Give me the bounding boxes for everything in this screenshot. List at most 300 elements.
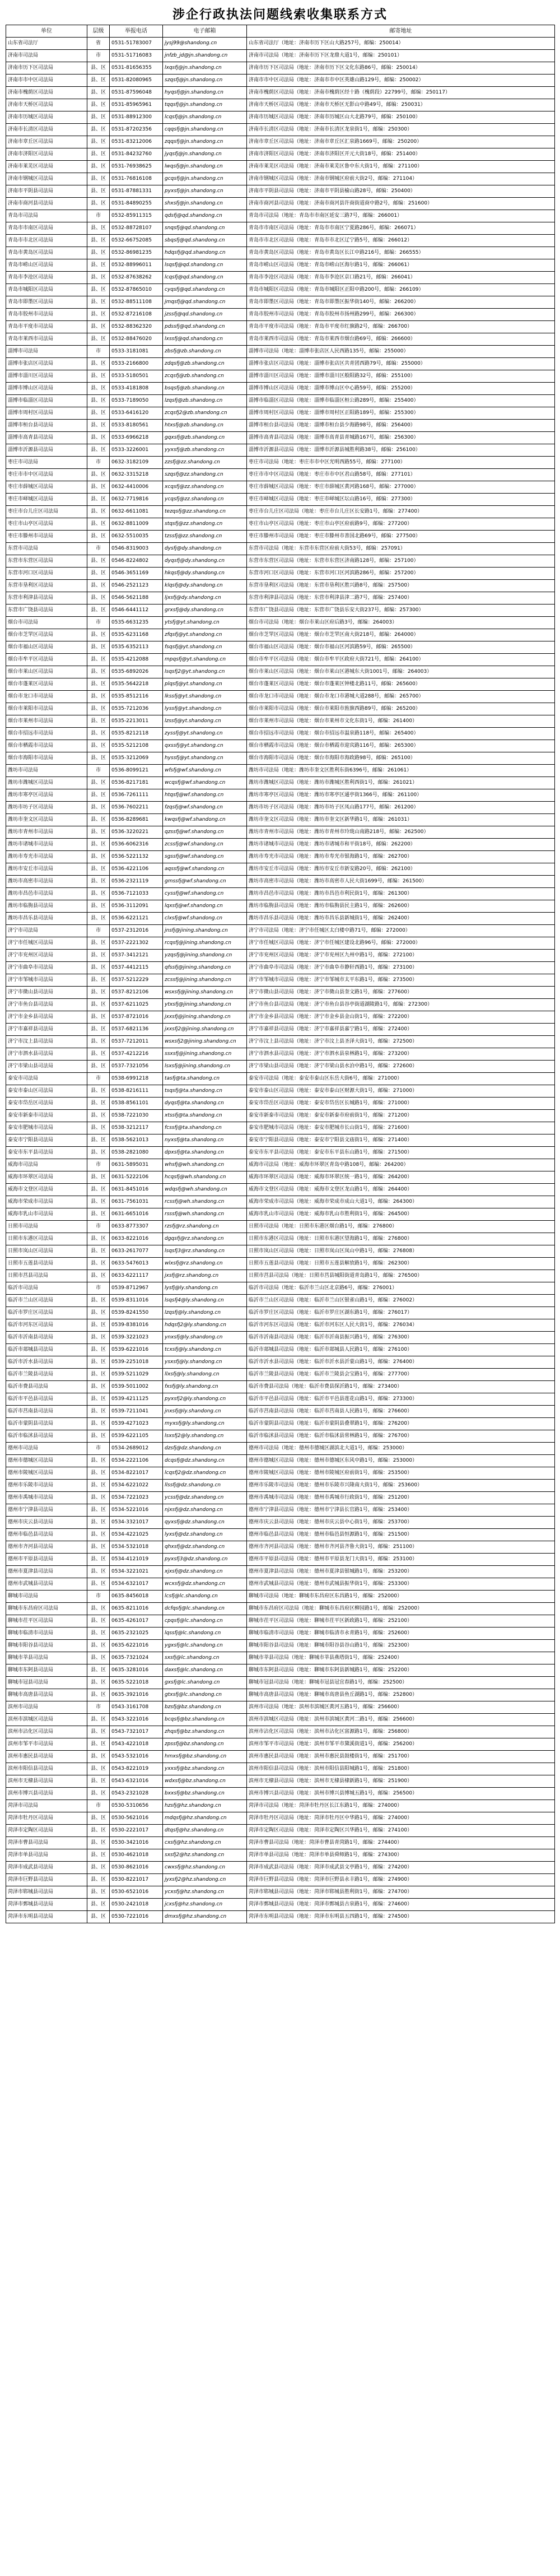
cell-phone: 0543-6321016 [110, 1775, 163, 1788]
cell-phone: 0538-7221030 [110, 1110, 163, 1122]
table-row [6, 383, 555, 395]
cell-level: 市 [87, 346, 110, 358]
cell-unit: 临沂市兰山区司法局 [6, 1295, 87, 1307]
cell-level: 县、区 [87, 309, 110, 321]
cell-address: 潍坊市坊子区司法局（地址：潍坊市坊子区凤山路177号，邮编：261200） [247, 802, 555, 814]
cell-phone: 0632-7719816 [110, 494, 163, 506]
cell-unit: 山东省司法厅 [6, 38, 87, 50]
cell-email: szqsfj@zz.shandong.cn [163, 469, 247, 481]
cell-unit: 德州市司法局 [6, 1443, 87, 1455]
cell-email: bxxsfj@bz.shandong.cn [163, 1788, 247, 1800]
cell-phone: 0546-5621188 [110, 592, 163, 605]
cell-phone: 0531-87596048 [110, 87, 163, 99]
cell-unit: 东营市东营区司法局 [6, 555, 87, 568]
table-row [6, 358, 555, 370]
cell-address: 济南市天桥区司法局（地址：济南市天桥区无影山中路49号，邮编：250031） [247, 99, 555, 111]
cell-level: 县、区 [87, 950, 110, 962]
cell-unit: 淄博市张店区司法局 [6, 358, 87, 370]
cell-phone: 0633-2617077 [110, 1245, 163, 1258]
cell-phone: 0537-4212216 [110, 1048, 163, 1061]
cell-email: kwqsfj@wf.shandong.cn [163, 814, 247, 826]
cell-address: 济南市历下区司法局（地址：济南市历下区文化东路86号，邮编：250014） [247, 62, 555, 75]
cell-unit: 泰安市司法局 [6, 1073, 87, 1085]
cell-address: 枣庄市司法局（地址：枣庄市市中区光明西路55号，邮编：277100） [247, 457, 555, 469]
cell-phone: 0530-3421016 [110, 1837, 163, 1849]
table-row [6, 1652, 555, 1664]
cell-phone: 0532-88476020 [110, 333, 163, 346]
cell-email: lsxsfj@jining.shandong.cn [163, 1061, 247, 1073]
cell-address: 青岛市市北区司法局（地址：青岛市市北区辽宁路5号，邮编：266012） [247, 235, 555, 247]
cell-address: 菏泽市成武县司法局（地址：菏泽市成武县文亭路1号，邮编：274200） [247, 1862, 555, 1874]
cell-email: ynxsfj@ly.shandong.cn [163, 1332, 247, 1344]
cell-address: 济宁市司法局（地址：济宁市任城区太白楼中路71号，邮编：272000） [247, 925, 555, 937]
table-row [6, 1282, 555, 1295]
table-row [6, 1701, 555, 1714]
cell-email: sxsfj@lc.shandong.cn [163, 1652, 247, 1664]
cell-unit: 淄博市沂源县司法局 [6, 444, 87, 457]
cell-level: 市 [87, 457, 110, 469]
cell-unit: 济宁市泗水县司法局 [6, 1048, 87, 1061]
cell-email: fsqsfj@yt.shandong.cn [163, 641, 247, 654]
cell-level: 县、区 [87, 1738, 110, 1751]
table-row [6, 173, 555, 185]
cell-unit: 潍坊市高密市司法局 [6, 876, 87, 888]
cell-unit: 德州市临邑县司法局 [6, 1529, 87, 1541]
table-row [6, 900, 555, 913]
cell-email: zyssfj@yt.shandong.cn [163, 728, 247, 740]
cell-address: 济南市章丘区司法局（地址：济南市章丘区汇泉路1669号，邮编：250200） [247, 136, 555, 148]
cell-level: 县、区 [87, 1837, 110, 1849]
cell-level: 县、区 [87, 1245, 110, 1258]
cell-unit: 东营市垦利区司法局 [6, 580, 87, 592]
cell-level: 县、区 [87, 1763, 110, 1775]
cell-email: snqsfj@qd.shandong.cn [163, 222, 247, 235]
cell-email: jxxsfj2@jining.shandong.cn [163, 1024, 247, 1036]
cell-email: zcqsfj@zb.shandong.cn [163, 370, 247, 383]
cell-address: 潍坊市青州市司法局（地址：潍坊市青州市玲珑山南路218号，邮编：262500） [247, 826, 555, 839]
cell-address: 淄博市淄川区司法局（地址：淄博市淄川区般阳路32号，邮编：255100） [247, 370, 555, 383]
cell-unit: 枣庄市台儿庄区司法局 [6, 506, 87, 518]
cell-email: rsssfj@wh.shandong.cn [163, 1208, 247, 1221]
cell-address: 威海市环翠区司法局（地址：威海市环翠区统一路1号，邮编：264200） [247, 1171, 555, 1184]
table-row [6, 1036, 555, 1048]
cell-level: 县、区 [87, 678, 110, 691]
cell-email: llxsfj@ly.shandong.cn [163, 1369, 247, 1381]
cell-phone: 0631-7561031 [110, 1196, 163, 1208]
cell-email: cwxsfj@hz.shandong.cn [163, 1862, 247, 1874]
table-row [6, 1430, 555, 1443]
cell-unit: 菏泽市定陶区司法局 [6, 1825, 87, 1837]
cell-address: 青岛市莱西市司法局（地址：青岛市莱西市烟台路69号，邮编：266600） [247, 333, 555, 346]
cell-unit: 东营市河口区司法局 [6, 568, 87, 580]
table-row [6, 629, 555, 641]
cell-phone: 0635-2321025 [110, 1628, 163, 1640]
table-row [6, 1258, 555, 1270]
cell-level: 县、区 [87, 1356, 110, 1369]
cell-level: 县、区 [87, 1098, 110, 1110]
cell-level: 县、区 [87, 1208, 110, 1221]
table-row [6, 802, 555, 814]
cell-address: 山东省司法厅（地址：济南市历下区山大路257号，邮编：250014） [247, 38, 555, 50]
table-row [6, 284, 555, 296]
cell-email: lxssfj@qd.shandong.cn [163, 333, 247, 346]
cell-level: 县、区 [87, 1825, 110, 1837]
cell-unit: 泰安市宁阳县司法局 [6, 1134, 87, 1147]
table-row [6, 518, 555, 531]
cell-phone: 0632-8811009 [110, 518, 163, 531]
cell-address: 济宁市汶上县司法局（地址：济宁市汶上县圣泽大街1号，邮编：272500） [247, 1036, 555, 1048]
cell-phone: 0631-5222106 [110, 1171, 163, 1184]
table-row [6, 309, 555, 321]
cell-unit: 临沂市沂南县司法局 [6, 1332, 87, 1344]
cell-unit: 济南市历城区司法局 [6, 111, 87, 124]
cell-address: 青岛市司法局（地址：青岛市市南区延安三路7号，邮编：266001） [247, 210, 555, 222]
cell-unit: 烟台市龙口市司法局 [6, 691, 87, 703]
cell-address: 临沂市罗庄区司法局（地址：临沂市罗庄区湖东路1号，邮编：276017） [247, 1307, 555, 1319]
table-row [6, 370, 555, 383]
cell-level: 县、区 [87, 432, 110, 444]
table-row [6, 691, 555, 703]
cell-address: 聊城市东阿县司法局（地址：聊城市东阿县新城路1号，邮编：252200） [247, 1664, 555, 1677]
cell-email: ysxsfj@ly.shandong.cn [163, 1356, 247, 1369]
cell-email: jmqsfj@qd.shandong.cn [163, 296, 247, 309]
cell-address: 枣庄市山亭区司法局（地址：枣庄市山亭区府前路9号，邮编：277200） [247, 518, 555, 531]
cell-phone: 0534-6221022 [110, 1480, 163, 1492]
cell-address: 德州市夏津县司法局（地址：德州市夏津县银城路1号，邮编：253200） [247, 1566, 555, 1578]
cell-address: 青岛市城阳区司法局（地址：青岛市城阳区正阳中路200号，邮编：266109） [247, 284, 555, 296]
cell-address: 淄博市周村区司法局（地址：淄博市周村区正阳路189号，邮编：255300） [247, 407, 555, 420]
cell-level: 市 [87, 617, 110, 629]
cell-address: 滨州市司法局（地址：滨州市滨城区黄河五路1号，邮编：256600） [247, 1701, 555, 1714]
cell-address: 淄博市高青县司法局（地址：淄博市高青县青城路167号，邮编：256300） [247, 432, 555, 444]
cell-level: 县、区 [87, 1603, 110, 1615]
cell-address: 日照市东港区司法局（地址：日照市东港区望海路1号，邮编：276800） [247, 1233, 555, 1245]
cell-unit: 淄博市高青县司法局 [6, 432, 87, 444]
cell-level: 县、区 [87, 420, 110, 432]
cell-email: qxssfj@yt.shandong.cn [163, 740, 247, 752]
cell-address: 济南市钢城区司法局（地址：济南市钢城区府前大街2号，邮编：271104） [247, 173, 555, 185]
cell-level: 县、区 [87, 1085, 110, 1098]
cell-email: gcqsfj@jn.shandong.cn [163, 173, 247, 185]
cell-email: gxsfj@lc.shandong.cn [163, 1677, 247, 1689]
cell-address: 德州市乐陵市司法局（地址：德州市乐陵市兴隆南大街1号，邮编：253600） [247, 1480, 555, 1492]
cell-email: rcqsfj@jining.shandong.cn [163, 937, 247, 950]
cell-level: 县、区 [87, 1886, 110, 1899]
cell-phone: 0537-2312016 [110, 925, 163, 937]
cell-address: 济南市历城区司法局（地址：济南市历城区山大北路79号，邮编：250100） [247, 111, 555, 124]
cell-level: 县、区 [87, 580, 110, 592]
table-row [6, 1529, 555, 1541]
table-row [6, 1467, 555, 1480]
cell-level: 县、区 [87, 1184, 110, 1196]
table-row [6, 765, 555, 777]
cell-unit: 青岛市黄岛区司法局 [6, 247, 87, 259]
cell-level: 县、区 [87, 1258, 110, 1270]
cell-phone: 0532-86981235 [110, 247, 163, 259]
cell-phone: 0539-8381016 [110, 1319, 163, 1332]
cell-level: 县、区 [87, 1664, 110, 1677]
table-row [6, 1307, 555, 1319]
table-row [6, 75, 555, 87]
table-row [6, 62, 555, 75]
cell-email: dgqsfj@rz.shandong.cn [163, 1233, 247, 1245]
cell-unit: 枣庄市峄城区司法局 [6, 494, 87, 506]
cell-address: 临沂市蒙阴县司法局（地址：临沂市蒙阴县叠翠路1号，邮编：276200） [247, 1418, 555, 1430]
cell-phone: 0533-3226001 [110, 444, 163, 457]
cell-level: 市 [87, 50, 110, 62]
table-row [6, 1874, 555, 1886]
document-title: 涉企行政执法问题线索收集联系方式 [172, 7, 388, 22]
cell-unit: 德州市禹城市司法局 [6, 1492, 87, 1504]
cell-address: 烟台市莱州市司法局（地址：烟台市莱州市文化东街1号，邮编：261400） [247, 715, 555, 728]
cell-level: 县、区 [87, 1628, 110, 1640]
cell-level: 县、区 [87, 469, 110, 481]
cell-level: 县、区 [87, 863, 110, 876]
cell-level: 县、区 [87, 1467, 110, 1480]
cell-level: 县、区 [87, 222, 110, 235]
cell-level: 县、区 [87, 1480, 110, 1492]
cell-phone: 0543-7321017 [110, 1726, 163, 1738]
cell-unit: 潍坊市司法局 [6, 765, 87, 777]
cell-phone: 0531-88912300 [110, 111, 163, 124]
cell-phone: 0539-5011002 [110, 1381, 163, 1393]
table-row [6, 962, 555, 974]
cell-unit: 临沂市费县司法局 [6, 1381, 87, 1393]
table-row [6, 1504, 555, 1517]
cell-phone: 0534-4221025 [110, 1529, 163, 1541]
cell-unit: 烟台市司法局 [6, 617, 87, 629]
cell-email: fcssfj@ta.shandong.cn [163, 1122, 247, 1134]
cell-phone: 0531-51783007 [110, 38, 163, 50]
table-row [6, 1775, 555, 1788]
cell-email: dcqsfj@dz.shandong.cn [163, 1455, 247, 1467]
cell-email: ycqsfj@zz.shandong.cn [163, 494, 247, 506]
cell-level: 县、区 [87, 198, 110, 210]
cell-address: 德州市陵城区司法局（地址：德州市陵城区府前街1号，邮编：253500） [247, 1467, 555, 1480]
cell-phone: 0534-4121019 [110, 1554, 163, 1566]
cell-email: dmxsfj@hz.shandong.cn [163, 1911, 247, 1923]
table-row [6, 1295, 555, 1307]
cell-phone: 0531-84890255 [110, 198, 163, 210]
cell-level: 县、区 [87, 1134, 110, 1147]
cell-unit: 烟台市海阳市司法局 [6, 752, 87, 765]
cell-address: 潍坊市司法局（地址：潍坊市奎文区胜利东街6396号，邮编：261061） [247, 765, 555, 777]
cell-phone: 0633-8773307 [110, 1221, 163, 1233]
cell-unit: 东营市广饶县司法局 [6, 605, 87, 617]
cell-unit: 青岛市崂山区司法局 [6, 259, 87, 272]
cell-unit: 菏泽市成武县司法局 [6, 1862, 87, 1874]
cell-email: dzsfj@dz.shandong.cn [163, 1443, 247, 1455]
cell-phone: 0534-3321017 [110, 1517, 163, 1529]
header-level: 层级 [87, 25, 110, 38]
table-row [6, 728, 555, 740]
cell-address: 济宁市梁山县司法局（地址：济宁市梁山县水泊中路1号，邮编：272600） [247, 1061, 555, 1073]
cell-level: 县、区 [87, 1874, 110, 1886]
cell-address: 东营市垦利区司法局（地址：东营市垦利区胜兴路8号，邮编：257500） [247, 580, 555, 592]
cell-phone: 0536-7121033 [110, 888, 163, 900]
cell-phone: 0635-3921016 [110, 1689, 163, 1701]
cell-level: 县、区 [87, 1307, 110, 1319]
cell-level: 县、区 [87, 1492, 110, 1504]
cell-phone: 0537-5212229 [110, 974, 163, 987]
cell-address: 济宁市曲阜市司法局（地址：济宁市曲阜市静轩西路1号，邮编：273100） [247, 962, 555, 974]
cell-email: lzqsfj@zb.shandong.cn [163, 395, 247, 407]
cell-phone: 0534-8221017 [110, 1467, 163, 1480]
cell-level: 县、区 [87, 777, 110, 789]
header-email: 电子邮箱 [163, 25, 247, 38]
cell-level: 县、区 [87, 1849, 110, 1862]
table-row [6, 1147, 555, 1159]
cell-level: 市 [87, 765, 110, 777]
cell-address: 济宁市任城区司法局（地址：济宁市任城区建设北路96号，邮编：272000） [247, 937, 555, 950]
cell-email: klqsfj@dy.shandong.cn [163, 580, 247, 592]
cell-address: 泰安市岱岳区司法局（地址：泰安市岱岳区长城路1号，邮编：271000） [247, 1098, 555, 1110]
cell-address: 淄博市临淄区司法局（地址：淄博市临淄区桓公路289号，邮编：255400） [247, 395, 555, 407]
table-row [6, 1800, 555, 1812]
table-row [6, 1591, 555, 1603]
cell-unit: 临沂市河东区司法局 [6, 1319, 87, 1332]
cell-email: lsqsfj2@yt.shandong.cn [163, 666, 247, 678]
cell-phone: 0543-3161708 [110, 1701, 163, 1714]
cell-address: 东营市河口区司法局（地址：东营市河口区河滨路286号，邮编：257200） [247, 568, 555, 580]
cell-level: 县、区 [87, 605, 110, 617]
cell-address: 泰安市宁阳县司法局（地址：泰安市宁阳县文庙街1号，邮编：271400） [247, 1134, 555, 1147]
table-row [6, 1073, 555, 1085]
cell-email: njxsfj@dz.shandong.cn [163, 1504, 247, 1517]
cell-email: zdqsfj@zb.shandong.cn [163, 358, 247, 370]
cell-phone: 0535-6892026 [110, 666, 163, 678]
cell-email: lsqsfj@qd.shandong.cn [163, 259, 247, 272]
cell-email: tcxsfj@ly.shandong.cn [163, 1344, 247, 1356]
cell-unit: 青岛市市北区司法局 [6, 235, 87, 247]
cell-phone: 0533-5180501 [110, 370, 163, 383]
cell-address: 临沂市郯城县司法局（地址：临沂市郯城县人民路1号，邮编：276100） [247, 1344, 555, 1356]
cell-phone: 0535-5642218 [110, 678, 163, 691]
table-row [6, 1061, 555, 1073]
cell-address: 烟台市牟平区司法局（地址：烟台市牟平区政府大街721号，邮编：264100） [247, 654, 555, 666]
cell-phone: 0530-7221016 [110, 1911, 163, 1923]
table-row [6, 1406, 555, 1418]
table-row [6, 1443, 555, 1455]
cell-phone: 0531-76938625 [110, 161, 163, 173]
cell-email: lcqsfj2@dz.shandong.cn [163, 1467, 247, 1480]
cell-phone: 0539-2251018 [110, 1356, 163, 1369]
cell-phone: 0534-6321017 [110, 1578, 163, 1591]
cell-unit: 威海市环翠区司法局 [6, 1171, 87, 1184]
cell-unit: 日照市岚山区司法局 [6, 1245, 87, 1258]
cell-address: 泰安市肥城市司法局（地址：泰安市肥城市长山街1号，邮编：271600） [247, 1122, 555, 1134]
cell-level: 县、区 [87, 296, 110, 309]
cell-address: 滨州市邹平市司法局（地址：滨州市邹平市黛溪街道1号，邮编：256200） [247, 1738, 555, 1751]
cell-email: htqsfj@wf.shandong.cn [163, 789, 247, 802]
cell-level: 县、区 [87, 962, 110, 974]
cell-address: 聊城市莘县司法局（地址：聊城市莘县燕塔街1号，邮编：252400） [247, 1652, 555, 1664]
cell-phone: 0635-8211016 [110, 1603, 163, 1615]
cell-phone: 0633-8221016 [110, 1233, 163, 1245]
cell-level: 县、区 [87, 148, 110, 161]
cell-unit: 聊城市东阿县司法局 [6, 1664, 87, 1677]
cell-phone: 0633-6221117 [110, 1270, 163, 1282]
cell-address: 济宁市鱼台县司法局（地址：济宁市鱼台县谷亭街道湖陵路1号，邮编：272300） [247, 999, 555, 1011]
cell-unit: 滨州市沾化区司法局 [6, 1726, 87, 1738]
cell-email: hcqsfj@wh.shandong.cn [163, 1171, 247, 1184]
cell-email: fzqsfj@wf.shandong.cn [163, 802, 247, 814]
cell-email: qfssfj@jining.shandong.cn [163, 962, 247, 974]
table-row [6, 777, 555, 789]
cell-address: 临沂市河东区司法局（地址：临沂市河东区人民大街1号，邮编：276034） [247, 1319, 555, 1332]
table-row [6, 1837, 555, 1849]
cell-level: 县、区 [87, 1196, 110, 1208]
cell-phone: 0535-6352113 [110, 641, 163, 654]
cell-unit: 威海市司法局 [6, 1159, 87, 1171]
cell-level: 市 [87, 1800, 110, 1812]
table-header-row [6, 25, 555, 38]
cell-address: 德州市平原县司法局（地址：德州市平原县龙门大街1号，邮编：253100） [247, 1554, 555, 1566]
table-row [6, 1825, 555, 1837]
table-row [6, 1344, 555, 1356]
table-row [6, 1110, 555, 1122]
cell-level: 县、区 [87, 555, 110, 568]
cell-phone: 0538-6991218 [110, 1073, 163, 1085]
cell-email: cqqsfj@jn.shandong.cn [163, 124, 247, 136]
table-row [6, 1763, 555, 1775]
cell-address: 菏泽市鄄城县司法局（地址：菏泽市鄄城县古泉路1号，邮编：274600） [247, 1899, 555, 1911]
cell-unit: 青岛市平度市司法局 [6, 321, 87, 333]
cell-level: 县、区 [87, 1369, 110, 1381]
cell-email: ygxsfj@lc.shandong.cn [163, 1640, 247, 1652]
table-row [6, 1899, 555, 1911]
cell-address: 聊城市东昌府区司法局（地址：聊城市东昌府区柳园路1号，邮编：252000） [247, 1603, 555, 1615]
cell-address: 青岛市崂山区司法局（地址：青岛市崂山区海尔路1号，邮编：266061） [247, 259, 555, 272]
cell-unit: 滨州市惠民县司法局 [6, 1751, 87, 1763]
cell-level: 县、区 [87, 1517, 110, 1529]
cell-phone: 0543-3221016 [110, 1714, 163, 1726]
cell-level: 县、区 [87, 740, 110, 752]
cell-level: 县、区 [87, 802, 110, 814]
table-row [6, 1208, 555, 1221]
cell-unit: 青岛市城阳区司法局 [6, 284, 87, 296]
cell-email: wdqsfj@wh.shandong.cn [163, 1184, 247, 1196]
cell-address: 青岛市市南区司法局（地址：青岛市市南区宁夏路286号，邮编：266071） [247, 222, 555, 235]
cell-level: 市 [87, 543, 110, 555]
cell-level: 县、区 [87, 654, 110, 666]
cell-phone: 0538-3212117 [110, 1122, 163, 1134]
cell-phone: 0534-7221023 [110, 1492, 163, 1504]
cell-phone: 0531-85965961 [110, 99, 163, 111]
cell-phone: 0533-3181081 [110, 346, 163, 358]
cell-level: 县、区 [87, 937, 110, 950]
cell-unit: 烟台市牟平区司法局 [6, 654, 87, 666]
cell-address: 菏泽市巨野县司法局（地址：菏泽市巨野县永丰路1号，邮编：274900） [247, 1874, 555, 1886]
cell-level: 县、区 [87, 752, 110, 765]
table-row [6, 1011, 555, 1024]
cell-email: pyxsfj3@dz.shandong.cn [163, 1554, 247, 1566]
cell-email: szqsfj@jn.shandong.cn [163, 75, 247, 87]
cell-unit: 济南市天桥区司法局 [6, 99, 87, 111]
cell-unit: 烟台市莱阳市司法局 [6, 703, 87, 715]
cell-address: 青岛市平度市司法局（地址：青岛市平度市红旗路2号，邮编：266700） [247, 321, 555, 333]
cell-email: hdqsfj@qd.shandong.cn [163, 247, 247, 259]
cell-unit: 德州市乐陵市司法局 [6, 1480, 87, 1492]
cell-email: lsxsfj2@ly.shandong.cn [163, 1430, 247, 1443]
cell-email: dyqsfj@ta.shandong.cn [163, 1098, 247, 1110]
cell-unit: 日照市五莲县司法局 [6, 1258, 87, 1270]
cell-unit: 日照市司法局 [6, 1221, 87, 1233]
table-row [6, 444, 555, 457]
table-row [6, 1492, 555, 1504]
cell-level: 市 [87, 925, 110, 937]
cell-phone: 0631-8451016 [110, 1184, 163, 1196]
